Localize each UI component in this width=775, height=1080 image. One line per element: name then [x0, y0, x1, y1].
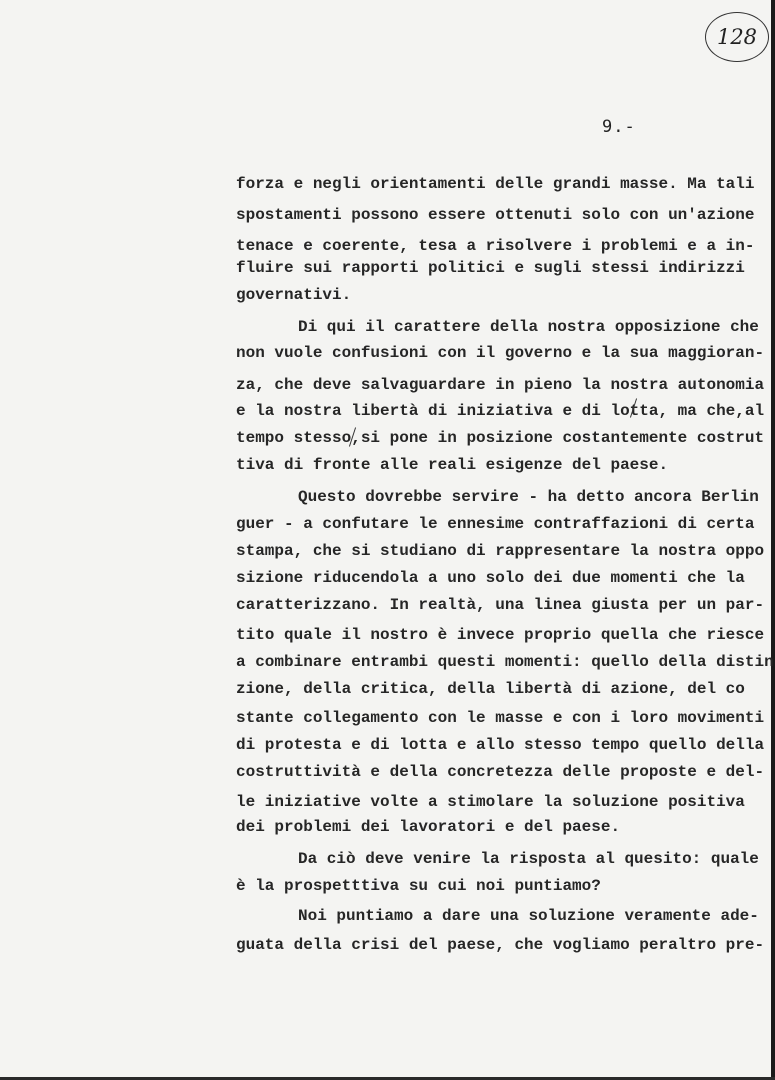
text-line: e la nostra libertà di iniziativa e di lotta, ma che,al — [236, 402, 765, 420]
text-line: tito quale il nostro è invece proprio quella che riesce — [236, 626, 765, 644]
text-line: stampa, che si studiano di rappresentare la nostra oppo — [236, 542, 765, 560]
text-line: caratterizzano. In realtà, una linea giusta per un par- — [236, 596, 765, 614]
text-line: zione, della critica, della libertà di azione, del co — [236, 680, 745, 698]
text-line: Da ciò deve venire la risposta al quesito: quale — [298, 850, 759, 868]
archive-number-stamp — [705, 12, 769, 62]
text-line: tenace e coerente, tesa a risolvere i problemi e a in- — [236, 237, 755, 255]
text-line: spostamenti possono essere ottenuti solo con un'azione — [236, 206, 755, 224]
text-line: guer - a confutare le ennesime contraffazioni di certa — [236, 515, 755, 533]
text-line: stante collegamento con le masse e con i loro movimenti — [236, 709, 765, 727]
text-line: costruttività e della concretezza delle proposte e del- — [236, 763, 765, 781]
text-line: Di qui il carattere della nostra opposizione che — [298, 318, 759, 336]
text-line: Questo dovrebbe servire - ha detto ancora Berlin — [298, 488, 759, 506]
text-line: guata della crisi del paese, che vogliamo peraltro pre- — [236, 936, 765, 954]
text-line: di protesta e di lotta e allo stesso tempo quello della — [236, 736, 765, 754]
text-line: fluire sui rapporti politici e sugli stessi indirizzi — [236, 259, 745, 277]
text-line: forza e negli orientamenti delle grandi masse. Ma tali — [236, 175, 755, 193]
text-line: governativi. — [236, 286, 352, 304]
text-line: non vuole confusioni con il governo e la sua maggioran- — [236, 344, 765, 362]
text-line: za, che deve salvaguardare in pieno la nostra autonomia — [236, 376, 765, 394]
text-line: Noi puntiamo a dare una soluzione veramente ade- — [298, 907, 759, 925]
text-line: a combinare entrambi questi momenti: quello della distin — [236, 653, 774, 671]
text-line: è la prospetttiva su cui noi puntiamo? — [236, 877, 601, 895]
text-line: sizione riducendola a uno solo dei due momenti che la — [236, 569, 745, 587]
text-line: tempo stesso,si pone in posizione costantemente costrut — [236, 429, 765, 447]
page-number: 9.- — [602, 117, 636, 137]
scan-edge-right — [771, 0, 775, 1080]
archive-number: 128 — [716, 25, 758, 49]
text-line: tiva di fronte alle reali esigenze del paese. — [236, 456, 669, 474]
text-line: dei problemi dei lavoratori e del paese. — [236, 818, 621, 836]
text-line: le iniziative volte a stimolare la soluzione positiva — [236, 793, 745, 811]
